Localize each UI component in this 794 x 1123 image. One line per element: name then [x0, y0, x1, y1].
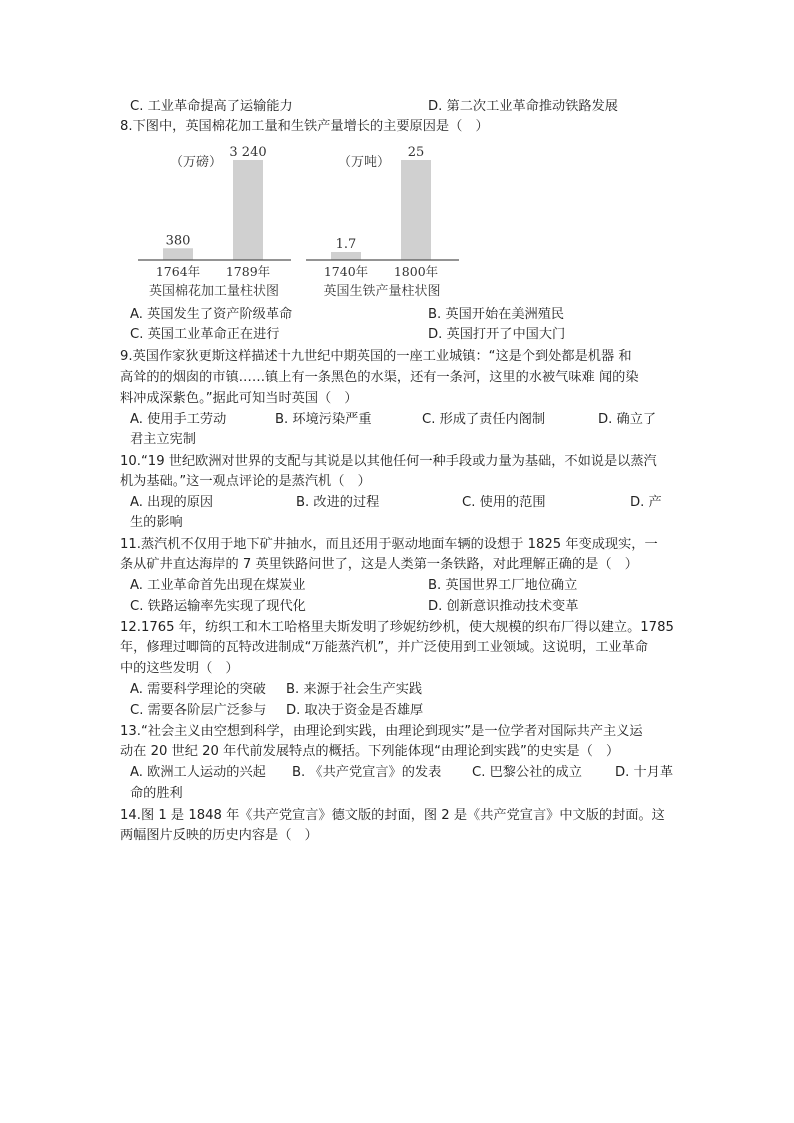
q9-stem-line-1: 9.英国作家狄更斯这样描述十九世纪中期英国的一座工业城镇：“这是个到处都是机器 和: [120, 349, 632, 364]
cotton-chart-svg: [136, 140, 296, 300]
q13-option-b: B. 《共产党宣言》的发表: [292, 765, 442, 780]
value-label: 3 240: [229, 145, 267, 160]
q12-stem-line-3: 中的这些发明（ ）: [120, 661, 239, 676]
q13-stem-line-1: 13.“社会主义由空想到科学，由理论到实践，由理论到现实”是一位学者对国际共产主义运: [120, 724, 643, 739]
x-tick-label: 1740年: [323, 264, 369, 279]
q9-option-b: B. 环境污染严重: [275, 412, 372, 427]
q9-option-a: A. 使用手工劳动: [130, 412, 227, 427]
x-tick-label: 1764年: [155, 264, 201, 279]
q13-stem-line-2: 动在 20 世纪 20 年代前发展特点的概括。下列能体现“由理论到实践”的史实是（ ）: [120, 744, 620, 759]
q9-option-d-cont: 君主立宪制: [130, 432, 196, 447]
pig-iron-chart: [304, 140, 464, 300]
q12-option-b: B. 来源于社会生产实践: [286, 682, 423, 697]
bar: [401, 160, 431, 260]
chart-title: 英国生铁产量柱状图: [323, 284, 441, 299]
q8-option-d: D. 英国打开了中国大门: [428, 327, 566, 342]
q13-option-d-cont: 命的胜利: [130, 786, 183, 801]
value-label: 1.7: [335, 237, 357, 252]
q10-option-a: A. 出现的原因: [130, 495, 214, 510]
q11-option-b: B. 英国世界工厂地位确立: [428, 578, 578, 593]
q9-stem-line-3: 料冲成深紫色。”据此可知当时英国（ ）: [120, 391, 358, 406]
q11-option-a: A. 工业革命首先出现在煤炭业: [130, 578, 306, 593]
q8-option-c: C. 英国工业革命正在进行: [130, 327, 280, 342]
chart-title: 英国棉花加工量柱状图: [148, 284, 280, 299]
q10-option-c: C. 使用的范围: [462, 495, 546, 510]
q14-stem-line-1: 14.图 1 是 1848 年《共产党宣言》德文版的封面，图 2 是《共产党宣言》中文版的封面。这: [120, 808, 665, 823]
q11-stem-line-2: 条从矿井直达海岸的 7 英里铁路问世了，这是人类第一条铁路，对此理解正确的是（ ）: [120, 557, 638, 572]
q12-option-c: C. 需要各阶层广泛参与: [130, 703, 267, 718]
cotton-chart: [136, 140, 296, 300]
q11-option-d: D. 创新意识推动技术变革: [428, 599, 579, 614]
unit-label: （万吨）: [338, 155, 391, 170]
q12-option-a: A. 需要科学理论的突破: [130, 682, 266, 697]
q11-option-c: C. 铁路运输率先实现了现代化: [130, 599, 306, 614]
q10-stem-line-1: 10.“19 世纪欧洲对世界的支配与其说是以其他任何一种手段或力量为基础，不如说是以蒸汽: [120, 454, 657, 469]
q7-option-c: C. 工业革命提高了运输能力: [130, 99, 293, 114]
q13-option-c: C. 巴黎公社的成立: [472, 765, 582, 780]
bar: [331, 252, 361, 260]
q10-option-d: D. 产: [630, 495, 662, 510]
value-label: 25: [407, 145, 425, 160]
q8-option-b: B. 英国开始在美洲殖民: [428, 307, 565, 322]
x-tick-label: 1800年: [393, 264, 439, 279]
q13-option-a: A. 欧洲工人运动的兴起: [130, 765, 266, 780]
q9-stem-line-2: 高耸的的烟囱的市镇……镇上有一条黑色的水渠，还有一条河，这里的水被气味难 闻的染: [120, 370, 639, 385]
value-label: 380: [165, 233, 191, 249]
q8-option-a: A. 英国发生了资产阶级革命: [130, 307, 293, 322]
x-tick-label: 1789年: [225, 264, 271, 279]
q12-stem-line-1: 12.1765 年，纺织工和木工哈格里夫斯发明了珍妮纺纱机，使大规模的织布厂得以建立。1785: [120, 620, 674, 635]
q7-option-d: D. 第二次工业革命推动铁路发展: [428, 99, 618, 114]
q13-option-d: D. 十月革: [615, 765, 674, 780]
bar: [233, 160, 263, 260]
q11-stem-line-1: 11.蒸汽机不仅用于地下矿井抽水，而且还用于驱动地面车辆的设想于 1825 年变成现实，一: [120, 537, 658, 552]
q10-option-b: B. 改进的过程: [296, 495, 380, 510]
q10-stem-line-2: 机为基础。”这一观点评论的是蒸汽机（ ）: [120, 474, 371, 489]
q9-option-d: D. 确立了: [598, 412, 657, 427]
q10-option-d-cont: 生的影响: [130, 515, 183, 530]
q8-stem: 8.下图中，英国棉花加工量和生铁产量增长的主要原因是（ ）: [120, 119, 489, 134]
unit-label: （万磅）: [170, 155, 223, 170]
q14-stem-line-2: 两幅图片反映的历史内容是（ ）: [120, 828, 318, 843]
pig-iron-chart-svg: [304, 140, 464, 300]
q12-option-d: D. 取决于资金是否雄厚: [286, 703, 424, 718]
q12-stem-line-2: 年，修理过唧筒的瓦特改进制成“万能蒸汽机”，并广泛使用到工业领域。这说明，工业革命: [120, 640, 648, 655]
q9-option-c: C. 形成了责任内阁制: [422, 412, 546, 427]
bar: [163, 248, 193, 260]
